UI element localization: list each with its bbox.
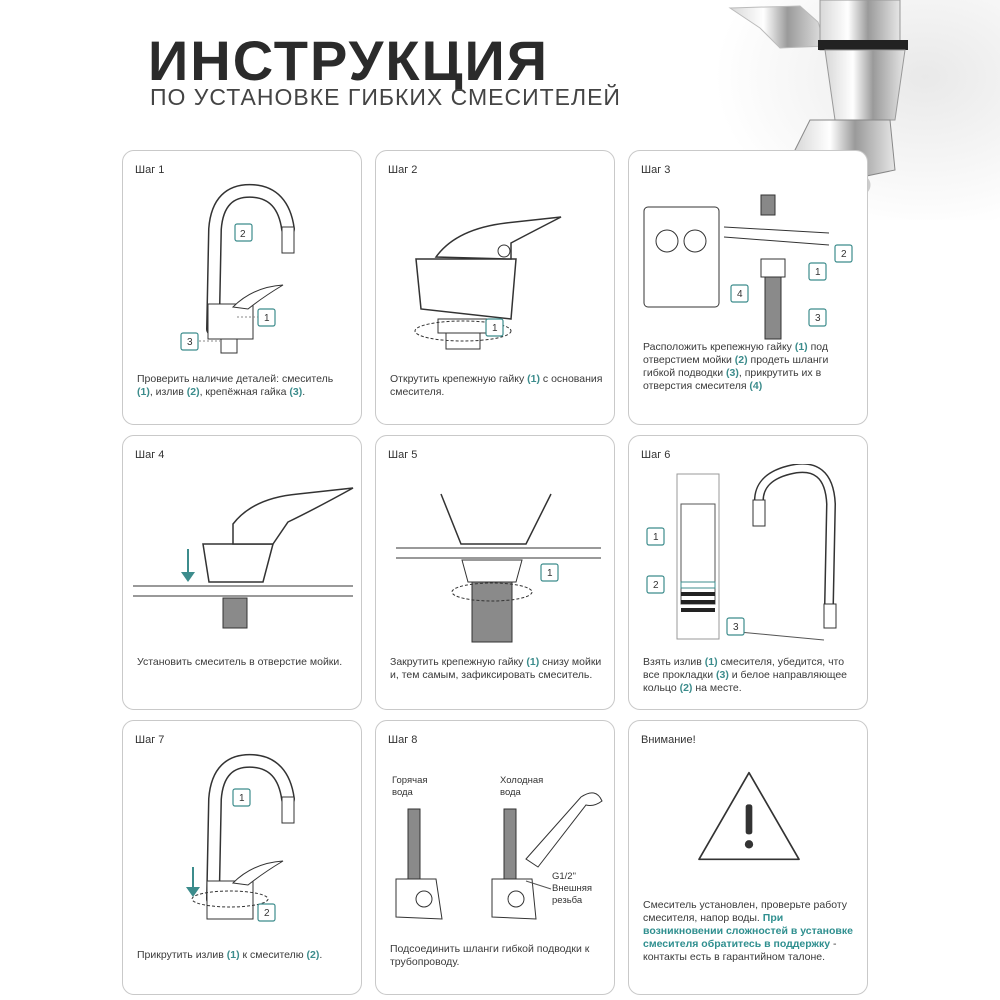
step-description: Открутить крепежную гайку (1) с основания смесителя. [390, 373, 603, 398]
badge-4-text: 4 [737, 289, 743, 300]
badge-1-text: 1 [547, 568, 553, 579]
cold-water-label: Холодная вода [500, 775, 544, 798]
step-label: Шаг 1 [135, 164, 165, 176]
step-card-7 [122, 720, 362, 995]
badge-1-text: 1 [492, 323, 498, 334]
step-description: Закрутить крепежную гайку (1) снизу мойки и, тем самым, зафиксировать смеситель. [390, 656, 602, 681]
step-label: Шаг 3 [641, 164, 671, 176]
step-label: Шаг 6 [641, 449, 671, 461]
badge-2-text: 2 [264, 908, 270, 919]
badge-3-text: 3 [187, 337, 193, 348]
step-card-4 [122, 435, 362, 710]
step-description: Расположить крепежную гайку (1) под отверстием мойки (2) продеть шланги гибкой подводки (3), прикрутить их в отверстия смесителя (4) [643, 341, 829, 392]
page-title: ИНСТРУКЦИЯ [148, 29, 549, 92]
step-label: Шаг 8 [388, 734, 418, 746]
step-card-5 [375, 435, 615, 710]
badge-3-text: 3 [733, 622, 739, 633]
step-description: Взять излив (1) смесителя, убедится, что все прокладки (3) и белое направляющее кольцо (2) на месте. [643, 656, 848, 694]
faucet-with-spout-illustration [123, 179, 362, 359]
step-card-1 [122, 150, 362, 425]
step-description: Подсоединить шланги гибкой подводки к трубопроводу. [390, 943, 590, 968]
badge-1-text: 1 [815, 267, 821, 278]
badge-1-text: 1 [653, 532, 659, 543]
badge-3-text: 3 [815, 313, 821, 324]
step-label: Шаг 2 [388, 164, 418, 176]
badge-2-text: 2 [240, 229, 246, 240]
faucet-base-nut-illustration [376, 179, 615, 359]
step-description: Установить смеситель в отверстие мойки. [137, 656, 343, 668]
tighten-nut-illustration [376, 464, 615, 644]
badge-1-text: 1 [264, 313, 270, 324]
step-card-2 [375, 150, 615, 425]
hose-mounting-illustration [629, 179, 868, 359]
step-card-6 [628, 435, 868, 710]
badge-2-text: 2 [653, 580, 659, 591]
hot-water-label: Горячая вода [392, 775, 428, 798]
install-in-sink-illustration [123, 464, 362, 644]
warning-card [628, 720, 868, 995]
step-label: Шаг 7 [135, 734, 165, 746]
warning-text: Смеситель установлен, проверьте работу смесителя, напор воды. При возникновении сложностей в установке смесителя обратитесь в поддержку - контакты есть в гарантийном талоне. [643, 899, 853, 963]
page-subtitle: ПО УСТАНОВКЕ ГИБКИХ СМЕСИТЕЛЕЙ [150, 84, 621, 110]
warning-heading: Внимание! [641, 734, 696, 746]
spout-gaskets-illustration [629, 464, 868, 644]
badge-2-text: 2 [841, 249, 847, 260]
thread-label: G1/2" Внешняя резьба [552, 871, 593, 906]
step-label: Шаг 5 [388, 449, 418, 461]
warning-triangle-icon [629, 761, 868, 911]
step-description: Прикрутить излив (1) к смесителю (2). [137, 949, 323, 961]
badge-1-text: 1 [239, 793, 245, 804]
step-description: Проверить наличие деталей: смеситель (1), излив (2), крепёжная гайка (3). [137, 373, 334, 398]
attach-spout-illustration [123, 749, 362, 929]
step-card-8 [375, 720, 615, 995]
step-card-3 [628, 150, 868, 425]
step-label: Шаг 4 [135, 449, 165, 461]
